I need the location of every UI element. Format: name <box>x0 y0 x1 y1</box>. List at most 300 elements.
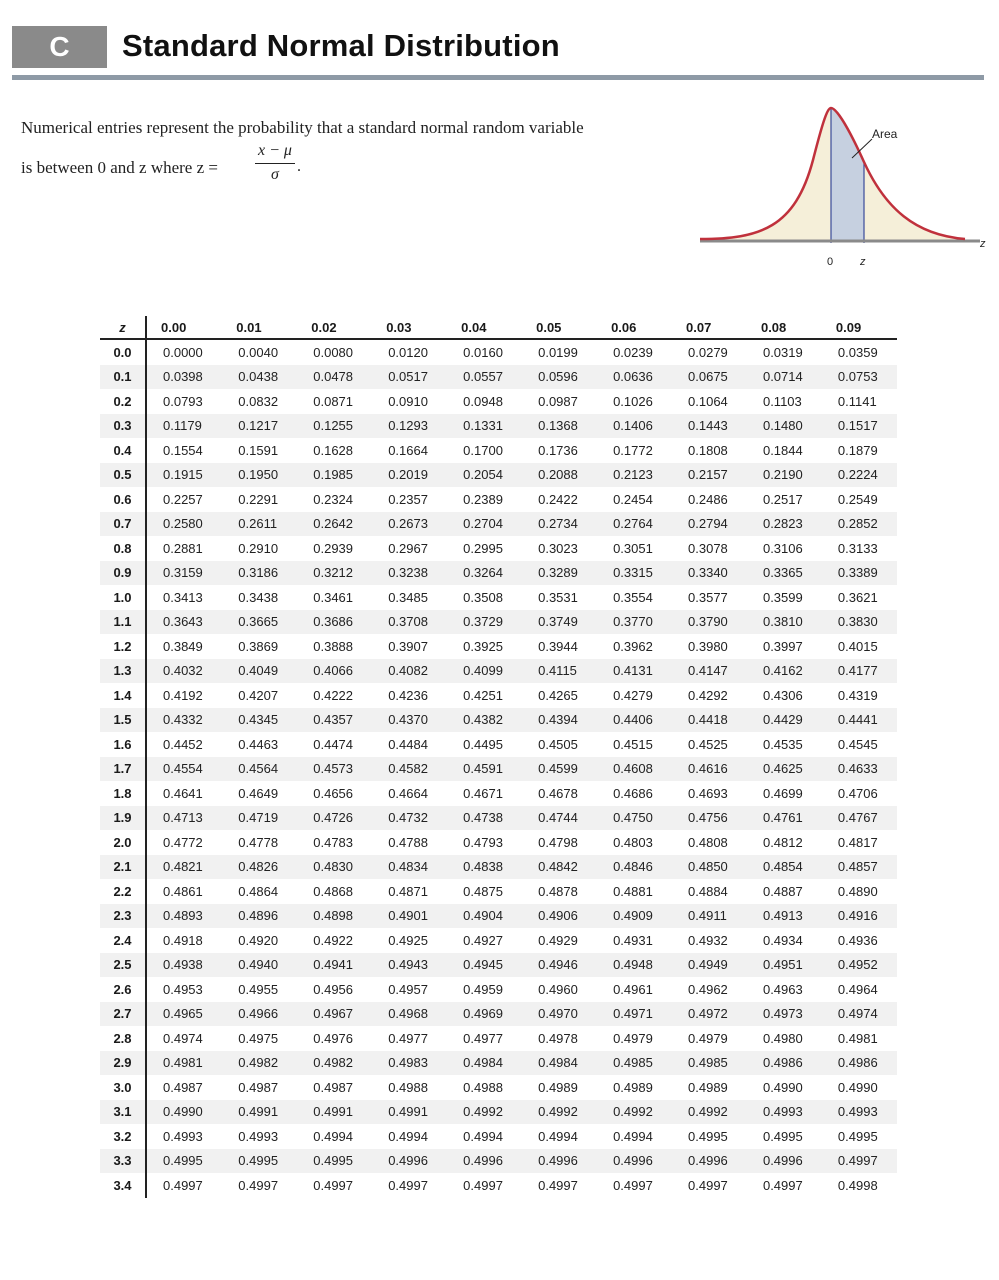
z-row-label: 1.9 <box>100 806 146 831</box>
probability-cell: 0.4545 <box>837 736 878 752</box>
probability-cell: 0.4971 <box>613 1006 653 1022</box>
probability-cell: 0.4719 <box>238 810 279 826</box>
probability-cell: 0.4893 <box>163 908 203 924</box>
column-header: 0.00 <box>146 316 222 339</box>
table-row <box>100 365 897 390</box>
z-row-label: 2.5 <box>100 953 146 978</box>
probability-cell: 0.4967 <box>313 1006 354 1022</box>
probability-cell: 0.4949 <box>688 957 728 973</box>
probability-cell: 0.4564 <box>238 761 279 777</box>
probability-cell: 0.4920 <box>238 932 279 948</box>
probability-cell: 0.4082 <box>388 663 428 679</box>
z-row-label: 0.2 <box>100 389 146 414</box>
probability-cell: 0.4979 <box>613 1030 653 1046</box>
probability-cell: 0.4964 <box>837 981 878 997</box>
probability-cell: 0.3078 <box>688 540 728 556</box>
z-row-label: 2.4 <box>100 928 146 953</box>
probability-cell: 0.4901 <box>388 908 428 924</box>
probability-cell: 0.4599 <box>538 761 578 777</box>
probability-cell: 0.3849 <box>163 638 203 654</box>
probability-cell: 0.4997 <box>613 1177 653 1193</box>
probability-cell: 0.4830 <box>313 859 354 875</box>
probability-cell: 0.4975 <box>238 1030 279 1046</box>
probability-cell: 0.4960 <box>538 981 578 997</box>
probability-cell: 0.4826 <box>238 859 279 875</box>
probability-cell: 0.4997 <box>163 1177 203 1193</box>
probability-cell: 0.4997 <box>388 1177 428 1193</box>
z-row-label: 2.1 <box>100 855 146 880</box>
probability-cell: 0.4936 <box>837 932 878 948</box>
probability-cell: 0.4382 <box>463 712 503 728</box>
probability-cell: 0.4927 <box>463 932 503 948</box>
table-row <box>100 757 897 782</box>
probability-cell: 0.1480 <box>762 418 803 434</box>
probability-cell: 0.1443 <box>688 418 728 434</box>
probability-cell: 0.4821 <box>163 859 203 875</box>
z-table-body <box>100 339 897 1198</box>
probability-cell: 0.4222 <box>313 687 354 703</box>
table-row <box>100 1026 897 1051</box>
z-row-label: 2.0 <box>100 830 146 855</box>
probability-cell: 0.4279 <box>613 687 653 703</box>
probability-cell: 0.4988 <box>388 1079 428 1095</box>
formula-denominator: σ <box>271 166 279 183</box>
z-row-label: 0.5 <box>100 463 146 488</box>
probability-cell: 0.2224 <box>837 467 878 483</box>
probability-cell: 0.2190 <box>762 467 803 483</box>
z-tick-label: z <box>860 256 866 268</box>
probability-cell: 0.3980 <box>688 638 728 654</box>
table-row <box>100 438 897 463</box>
probability-cell: 0.4983 <box>388 1055 428 1071</box>
probability-cell: 0.4994 <box>463 1128 503 1144</box>
probability-cell: 0.4993 <box>762 1104 803 1120</box>
probability-cell: 0.4985 <box>688 1055 728 1071</box>
table-row <box>100 659 897 684</box>
probability-cell: 0.4452 <box>163 736 203 752</box>
probability-cell: 0.4881 <box>613 883 653 899</box>
probability-cell: 0.4641 <box>163 785 203 801</box>
probability-cell: 0.1368 <box>538 418 578 434</box>
probability-cell: 0.3888 <box>313 638 354 654</box>
probability-cell: 0.4991 <box>313 1104 354 1120</box>
probability-cell: 0.4966 <box>238 1006 279 1022</box>
probability-cell: 0.2157 <box>688 467 728 483</box>
probability-cell: 0.4948 <box>613 957 653 973</box>
probability-cell: 0.4994 <box>613 1128 653 1144</box>
probability-cell: 0.4990 <box>163 1104 203 1120</box>
probability-cell: 0.3925 <box>463 638 503 654</box>
probability-cell: 0.0793 <box>163 393 203 409</box>
probability-cell: 0.4996 <box>762 1153 803 1169</box>
probability-cell: 0.2123 <box>613 467 653 483</box>
probability-cell: 0.4992 <box>613 1104 653 1120</box>
probability-cell: 0.4484 <box>388 736 428 752</box>
probability-cell: 0.3997 <box>762 638 803 654</box>
probability-cell: 0.0636 <box>613 369 653 385</box>
probability-cell: 0.2995 <box>463 540 503 556</box>
probability-cell: 0.3577 <box>688 589 728 605</box>
probability-cell: 0.4904 <box>463 908 503 924</box>
probability-cell: 0.3708 <box>388 614 428 630</box>
probability-cell: 0.2454 <box>613 491 653 507</box>
table-row <box>100 536 897 561</box>
probability-cell: 0.1517 <box>837 418 878 434</box>
probability-cell: 0.4032 <box>163 663 203 679</box>
table-row <box>100 634 897 659</box>
column-header: 0.07 <box>672 316 747 339</box>
probability-cell: 0.3133 <box>837 540 878 556</box>
probability-cell: 0.4990 <box>837 1079 878 1095</box>
table-row <box>100 806 897 831</box>
probability-cell: 0.4573 <box>313 761 354 777</box>
table-row <box>100 977 897 1002</box>
probability-cell: 0.4015 <box>837 638 878 654</box>
probability-cell: 0.4979 <box>688 1030 728 1046</box>
probability-cell: 0.4989 <box>688 1079 728 1095</box>
probability-cell: 0.4940 <box>238 957 279 973</box>
probability-cell: 0.1064 <box>688 393 728 409</box>
probability-cell: 0.3365 <box>762 565 803 581</box>
probability-cell: 0.0948 <box>463 393 503 409</box>
probability-cell: 0.4997 <box>538 1177 578 1193</box>
probability-cell: 0.3665 <box>238 614 279 630</box>
z-table-header-row <box>100 316 897 339</box>
probability-cell: 0.4582 <box>388 761 428 777</box>
probability-cell: 0.4656 <box>313 785 354 801</box>
z-row-label: 2.9 <box>100 1051 146 1076</box>
probability-cell: 0.4693 <box>688 785 728 801</box>
probability-cell: 0.4957 <box>388 981 428 997</box>
probability-cell: 0.4778 <box>238 834 279 850</box>
z-row-label: 2.6 <box>100 977 146 1002</box>
probability-cell: 0.4987 <box>238 1079 279 1095</box>
probability-cell: 0.4997 <box>837 1153 878 1169</box>
probability-cell: 0.4982 <box>313 1055 354 1071</box>
probability-cell: 0.4989 <box>538 1079 578 1095</box>
page-title: Standard Normal Distribution <box>122 28 560 63</box>
probability-cell: 0.4505 <box>538 736 578 752</box>
probability-cell: 0.4974 <box>837 1006 878 1022</box>
table-row <box>100 414 897 439</box>
probability-cell: 0.0398 <box>163 369 203 385</box>
probability-cell: 0.4977 <box>463 1030 503 1046</box>
probability-cell: 0.2881 <box>163 540 203 556</box>
probability-cell: 0.3461 <box>313 589 354 605</box>
probability-cell: 0.0239 <box>613 344 653 360</box>
z-row-label: 2.7 <box>100 1002 146 1027</box>
probability-cell: 0.4996 <box>388 1153 428 1169</box>
probability-cell: 0.4515 <box>613 736 653 752</box>
z-row-label: 0.9 <box>100 561 146 586</box>
probability-cell: 0.4996 <box>613 1153 653 1169</box>
probability-cell: 0.2852 <box>837 516 878 532</box>
probability-cell: 0.4995 <box>688 1128 728 1144</box>
probability-cell: 0.4987 <box>163 1079 203 1095</box>
probability-cell: 0.4952 <box>837 957 878 973</box>
probability-cell: 0.3621 <box>837 589 878 605</box>
probability-cell: 0.4993 <box>837 1104 878 1120</box>
probability-cell: 0.4988 <box>463 1079 503 1095</box>
probability-cell: 0.0199 <box>538 344 578 360</box>
probability-cell: 0.4535 <box>762 736 803 752</box>
formula-fraction-bar <box>255 163 295 164</box>
probability-cell: 0.3413 <box>163 589 203 605</box>
probability-cell: 0.4699 <box>762 785 803 801</box>
probability-cell: 0.4099 <box>463 663 503 679</box>
probability-cell: 0.3238 <box>388 565 428 581</box>
probability-cell: 0.4909 <box>613 908 653 924</box>
probability-cell: 0.2611 <box>238 516 278 532</box>
probability-cell: 0.4147 <box>688 663 728 679</box>
probability-cell: 0.3264 <box>463 565 503 581</box>
table-row <box>100 463 897 488</box>
probability-cell: 0.1879 <box>837 442 878 458</box>
z-column-header: z <box>100 316 146 339</box>
probability-cell: 0.4978 <box>538 1030 578 1046</box>
table-row <box>100 1002 897 1027</box>
probability-cell: 0.3643 <box>163 614 203 630</box>
z-row-label: 0.7 <box>100 512 146 537</box>
z-row-label: 0.4 <box>100 438 146 463</box>
probability-cell: 0.3729 <box>463 614 503 630</box>
probability-cell: 0.4756 <box>688 810 728 826</box>
probability-cell: 0.4994 <box>313 1128 354 1144</box>
probability-cell: 0.4649 <box>238 785 279 801</box>
table-row <box>100 708 897 733</box>
z-row-label: 3.0 <box>100 1075 146 1100</box>
probability-cell: 0.2486 <box>688 491 728 507</box>
probability-cell: 0.2910 <box>238 540 279 556</box>
probability-cell: 0.2673 <box>388 516 428 532</box>
probability-cell: 0.4838 <box>463 859 503 875</box>
probability-cell: 0.0987 <box>538 393 578 409</box>
probability-cell: 0.4945 <box>463 957 503 973</box>
probability-cell: 0.4890 <box>837 883 878 899</box>
probability-cell: 0.2019 <box>388 467 428 483</box>
probability-cell: 0.4976 <box>313 1030 354 1046</box>
normal-curve-figure <box>700 100 990 270</box>
probability-cell: 0.4857 <box>837 859 878 875</box>
probability-cell: 0.4306 <box>762 687 803 703</box>
probability-cell: 0.4941 <box>313 957 354 973</box>
probability-cell: 0.4864 <box>238 883 279 899</box>
probability-cell: 0.4162 <box>762 663 803 679</box>
probability-cell: 0.4177 <box>837 663 878 679</box>
probability-cell: 0.4671 <box>463 785 503 801</box>
probability-cell: 0.3749 <box>538 614 578 630</box>
probability-cell: 0.4995 <box>837 1128 878 1144</box>
probability-cell: 0.4608 <box>613 761 653 777</box>
probability-cell: 0.4997 <box>238 1177 279 1193</box>
probability-cell: 0.2939 <box>313 540 354 556</box>
appendix-badge: C <box>12 26 107 68</box>
probability-cell: 0.3289 <box>538 565 578 581</box>
probability-cell: 0.3315 <box>613 565 653 581</box>
probability-cell: 0.1331 <box>463 418 503 434</box>
probability-cell: 0.4951 <box>762 957 803 973</box>
probability-cell: 0.4916 <box>837 908 878 924</box>
probability-cell: 0.2324 <box>313 491 354 507</box>
probability-cell: 0.3830 <box>837 614 878 630</box>
table-row <box>100 855 897 880</box>
probability-cell: 0.4992 <box>463 1104 503 1120</box>
probability-cell: 0.4959 <box>463 981 503 997</box>
probability-cell: 0.4706 <box>837 785 878 801</box>
probability-cell: 0.4968 <box>388 1006 428 1022</box>
probability-cell: 0.4049 <box>238 663 279 679</box>
probability-cell: 0.4207 <box>238 687 279 703</box>
probability-cell: 0.3531 <box>538 589 578 605</box>
probability-cell: 0.3051 <box>613 540 653 556</box>
probability-cell: 0.4761 <box>762 810 803 826</box>
z-row-label: 2.2 <box>100 879 146 904</box>
table-row <box>100 339 897 365</box>
z-row-label: 3.4 <box>100 1173 146 1198</box>
probability-cell: 0.4925 <box>388 932 428 948</box>
probability-cell: 0.1736 <box>538 442 578 458</box>
title-rule <box>12 75 984 80</box>
probability-cell: 0.1628 <box>313 442 354 458</box>
table-row <box>100 610 897 635</box>
probability-cell: 0.4744 <box>538 810 578 826</box>
probability-cell: 0.4938 <box>163 957 203 973</box>
probability-cell: 0.4429 <box>762 712 803 728</box>
probability-cell: 0.2257 <box>163 491 203 507</box>
probability-cell: 0.4991 <box>238 1104 279 1120</box>
probability-cell: 0.4995 <box>163 1153 203 1169</box>
probability-cell: 0.4616 <box>688 761 728 777</box>
z-row-label: 0.6 <box>100 487 146 512</box>
probability-cell: 0.4887 <box>762 883 803 899</box>
probability-cell: 0.4972 <box>688 1006 728 1022</box>
left-area-fill <box>700 108 831 241</box>
probability-cell: 0.4066 <box>313 663 354 679</box>
probability-cell: 0.3438 <box>238 589 279 605</box>
z-row-label: 2.3 <box>100 904 146 929</box>
probability-cell: 0.4783 <box>313 834 354 850</box>
probability-cell: 0.4495 <box>463 736 503 752</box>
probability-cell: 0.0000 <box>163 344 203 360</box>
probability-cell: 0.4932 <box>688 932 728 948</box>
probability-cell: 0.0753 <box>837 369 878 385</box>
probability-cell: 0.0359 <box>837 344 878 360</box>
probability-cell: 0.4994 <box>538 1128 578 1144</box>
column-header: 0.09 <box>822 316 897 339</box>
probability-cell: 0.4931 <box>613 932 653 948</box>
z-row-label: 0.0 <box>100 339 146 365</box>
column-header: 0.01 <box>222 316 297 339</box>
table-row <box>100 512 897 537</box>
probability-cell: 0.2823 <box>762 516 803 532</box>
probability-cell: 0.4554 <box>163 761 203 777</box>
probability-cell: 0.4625 <box>762 761 803 777</box>
probability-cell: 0.4977 <box>388 1030 428 1046</box>
probability-cell: 0.4884 <box>688 883 728 899</box>
probability-cell: 0.2642 <box>313 516 354 532</box>
probability-cell: 0.4406 <box>613 712 653 728</box>
z-row-label: 3.3 <box>100 1149 146 1174</box>
probability-cell: 0.4842 <box>538 859 578 875</box>
probability-cell: 0.3340 <box>688 565 728 581</box>
table-row <box>100 879 897 904</box>
probability-cell: 0.4997 <box>313 1177 354 1193</box>
probability-cell: 0.3106 <box>762 540 803 556</box>
probability-cell: 0.0910 <box>388 393 428 409</box>
probability-cell: 0.4898 <box>313 908 354 924</box>
probability-cell: 0.4995 <box>238 1153 279 1169</box>
probability-cell: 0.4854 <box>762 859 803 875</box>
probability-cell: 0.4878 <box>538 883 578 899</box>
probability-cell: 0.4319 <box>837 687 878 703</box>
probability-cell: 0.2088 <box>538 467 578 483</box>
probability-cell: 0.4984 <box>538 1055 578 1071</box>
z-row-label: 1.7 <box>100 757 146 782</box>
z-row-label: 3.1 <box>100 1100 146 1125</box>
probability-cell: 0.0832 <box>238 393 279 409</box>
probability-cell: 0.2517 <box>762 491 803 507</box>
probability-cell: 0.1103 <box>762 393 802 409</box>
probability-cell: 0.4911 <box>688 908 727 924</box>
probability-cell: 0.4997 <box>688 1177 728 1193</box>
table-row <box>100 1173 897 1198</box>
probability-cell: 0.4934 <box>762 932 803 948</box>
probability-cell: 0.3944 <box>538 638 578 654</box>
probability-cell: 0.2291 <box>238 491 279 507</box>
probability-cell: 0.2357 <box>388 491 428 507</box>
formula-numerator: x − μ <box>258 142 292 159</box>
zero-tick-label: 0 <box>827 256 834 268</box>
probability-cell: 0.4463 <box>238 736 279 752</box>
probability-cell: 0.3770 <box>613 614 653 630</box>
probability-cell: 0.4913 <box>762 908 803 924</box>
probability-cell: 0.3485 <box>388 589 428 605</box>
probability-cell: 0.4236 <box>388 687 428 703</box>
z-row-label: 1.4 <box>100 683 146 708</box>
probability-cell: 0.3508 <box>463 589 503 605</box>
probability-cell: 0.0871 <box>313 393 354 409</box>
probability-cell: 0.4997 <box>463 1177 503 1193</box>
probability-cell: 0.1179 <box>163 418 202 434</box>
probability-cell: 0.4131 <box>613 663 653 679</box>
probability-cell: 0.4996 <box>538 1153 578 1169</box>
probability-cell: 0.4875 <box>463 883 503 899</box>
probability-cell: 0.1844 <box>762 442 803 458</box>
probability-cell: 0.1664 <box>388 442 428 458</box>
probability-cell: 0.4994 <box>388 1128 428 1144</box>
probability-cell: 0.1985 <box>313 467 354 483</box>
probability-cell: 0.0714 <box>762 369 803 385</box>
probability-cell: 0.4591 <box>463 761 503 777</box>
probability-cell: 0.4956 <box>313 981 354 997</box>
probability-cell: 0.4963 <box>762 981 803 997</box>
probability-cell: 0.4850 <box>688 859 728 875</box>
column-header: 0.06 <box>597 316 672 339</box>
probability-cell: 0.4686 <box>613 785 653 801</box>
probability-cell: 0.4726 <box>313 810 354 826</box>
probability-cell: 0.4332 <box>163 712 203 728</box>
probability-cell: 0.4896 <box>238 908 279 924</box>
table-row <box>100 1124 897 1149</box>
probability-cell: 0.4997 <box>762 1177 803 1193</box>
probability-cell: 0.4986 <box>837 1055 878 1071</box>
probability-cell: 0.0080 <box>313 344 354 360</box>
probability-cell: 0.4394 <box>538 712 578 728</box>
probability-cell: 0.3599 <box>762 589 803 605</box>
probability-cell: 0.4370 <box>388 712 428 728</box>
probability-cell: 0.4357 <box>313 712 354 728</box>
probability-cell: 0.4998 <box>837 1177 878 1193</box>
